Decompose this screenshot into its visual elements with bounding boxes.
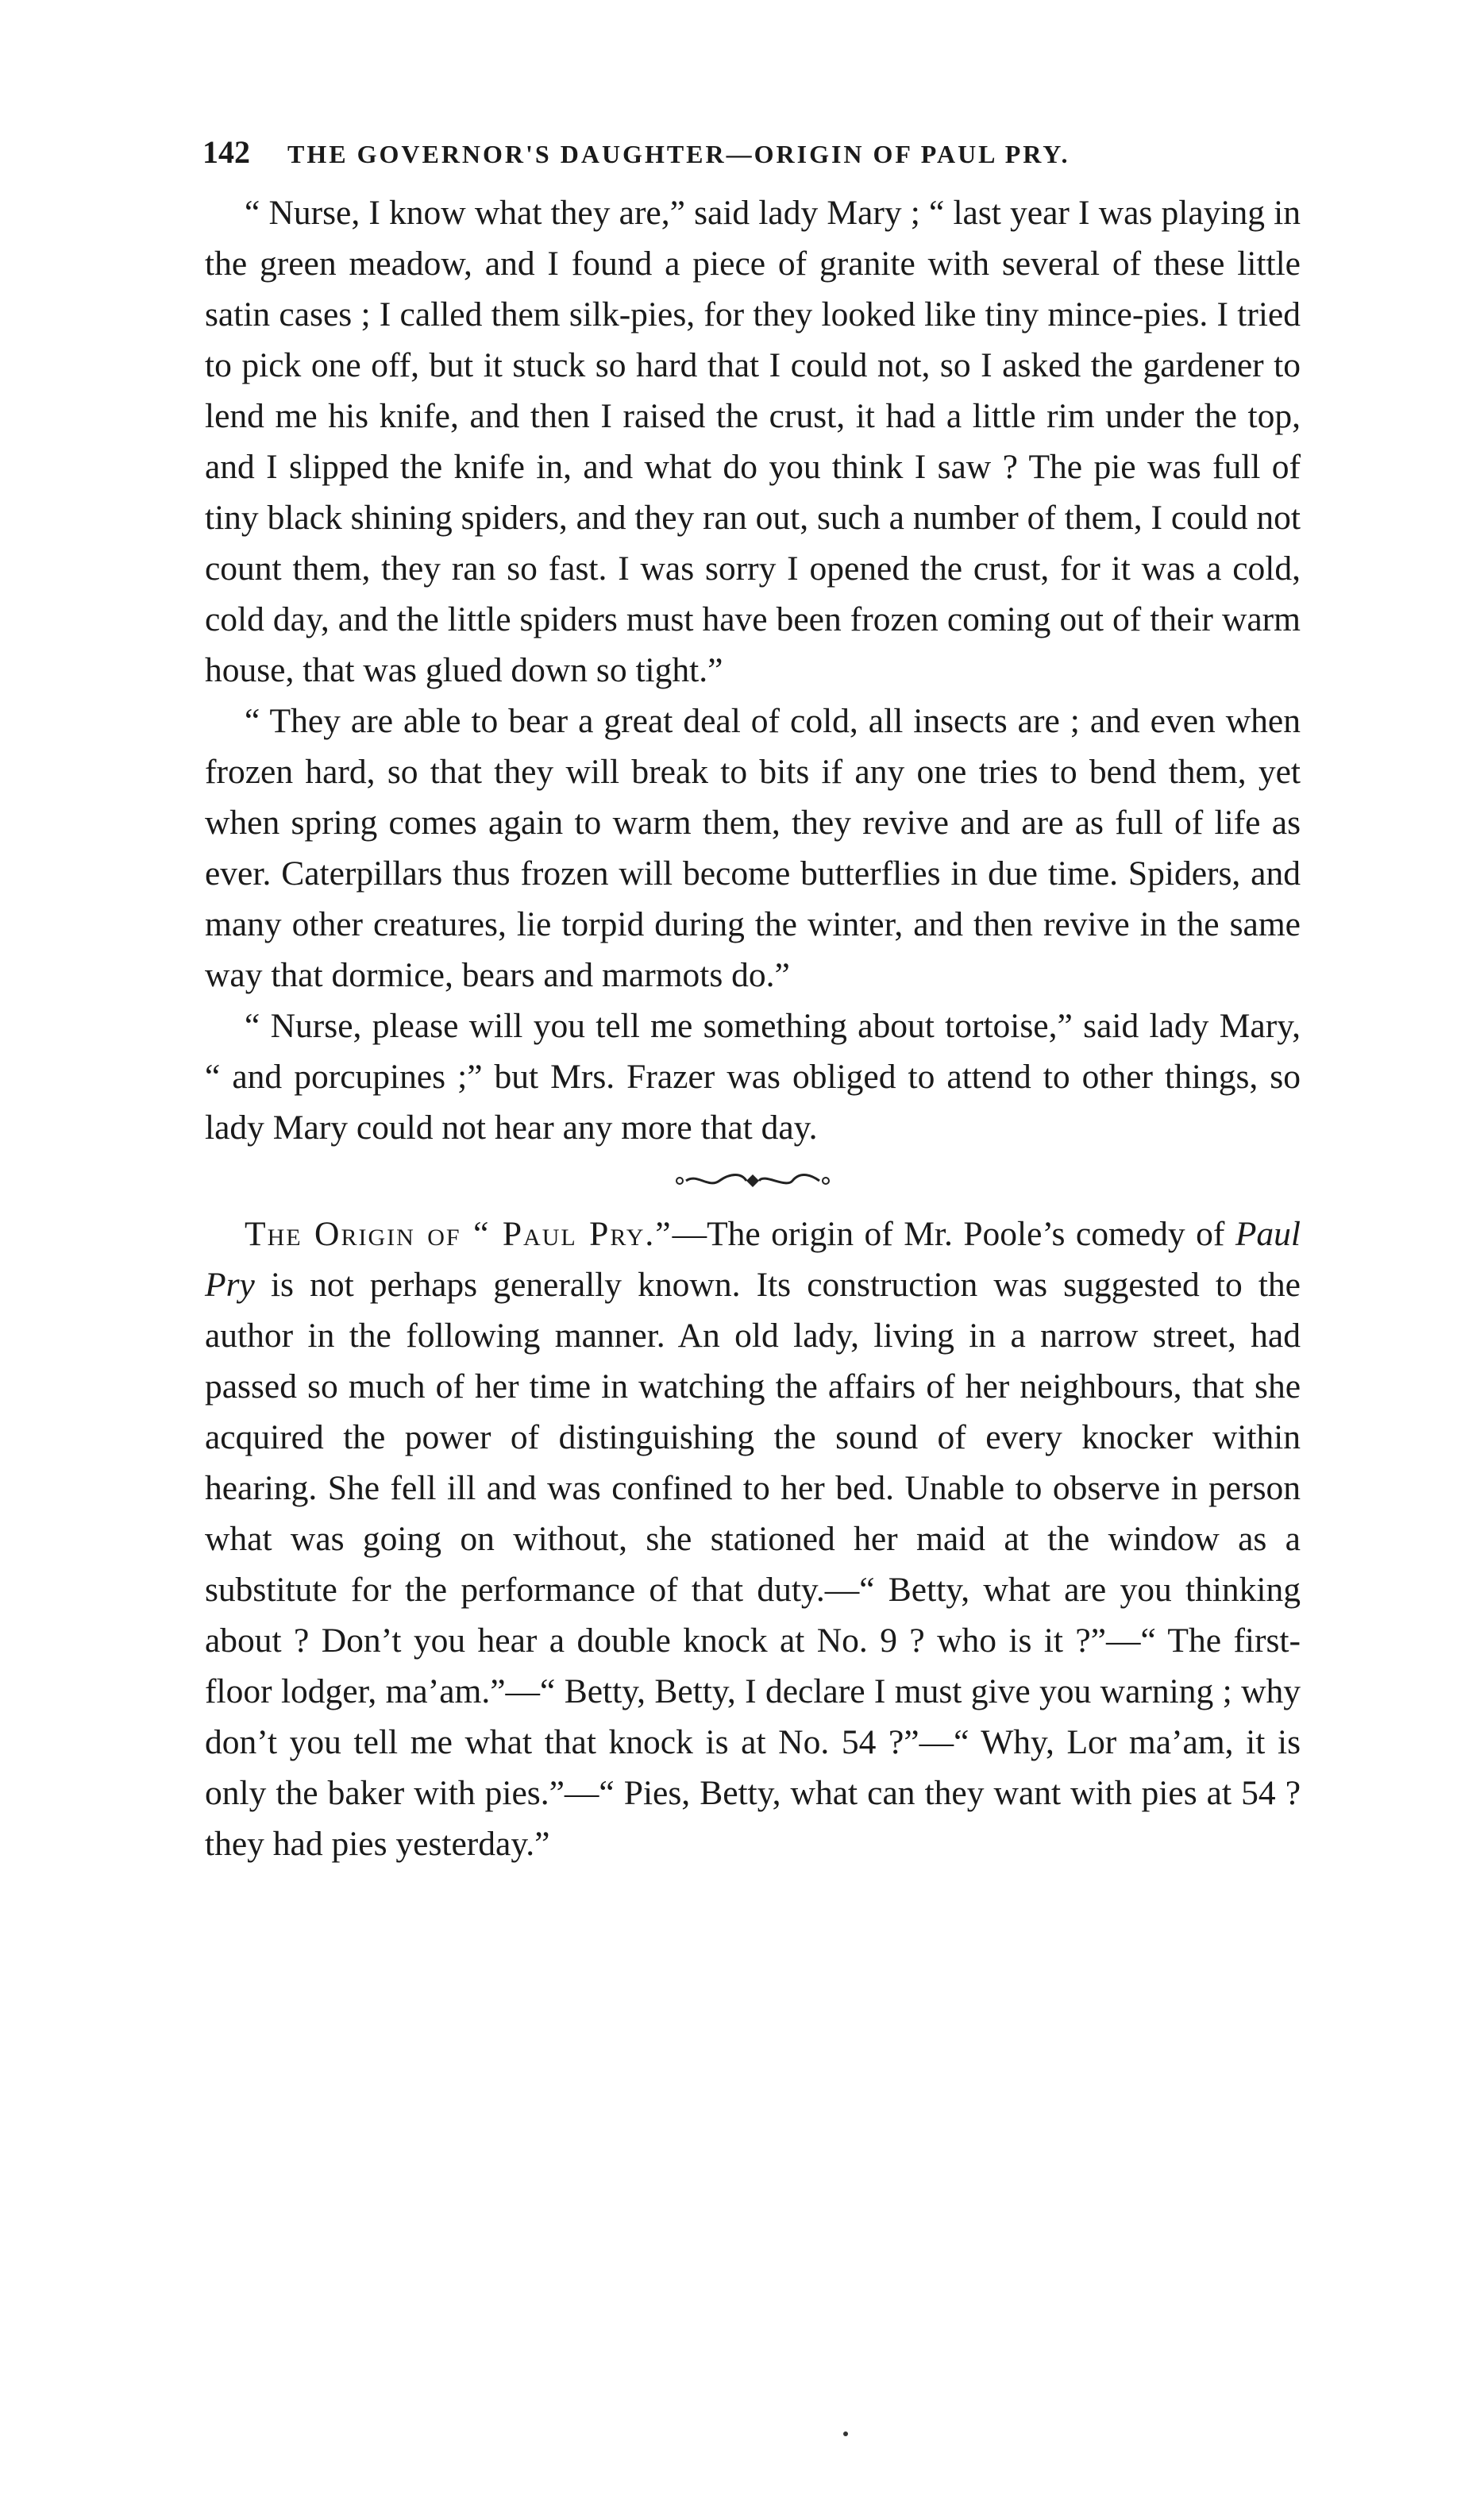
paragraph-text-part2: is not perhaps generally known. Its construction was suggested to the author in the following manner. An old lady, living in a narrow street, had passed so much of her time in watching the affairs of her neighbours, that she acquired the power of distinguishing the sound of every knocker within hearing. She fell ill and was confined to her bed. Unable to observe in person what was going on without, she stationed her maid at the window as a substitute for the performance of that duty.—“ Betty, what are you thinking about ? Don’t you hear a double knock at No. 9 ? who is it ?”—“ The first-floor lodger, ma’am.”—“ Betty, Betty, I declare I must give you warning ; why don’t you tell me what that knock is at No. 54 ?”—“ Why, Lor ma’am, it is only the baker with pies.”—“ Pies, Betty, what can they want with pies at 54 ? they had pies yesterday.” [205, 1266, 1301, 1863]
paragraph-tortoise-porcupines: “ Nurse, please will you tell me something about tortoise,” said lady Mary, “ and porcupines ;” but Mrs. Frazer was obliged to attend to other things, so lady Mary could not hear any more that day. [205, 1007, 1301, 1147]
section-title: The Origin of “ Paul Pry.” [245, 1215, 673, 1253]
paragraph-insects-cold: “ They are able to bear a great deal of cold, all insects are ; and even when frozen hard, so that they will break to bits if any one tries to bend them, yet when spring comes again to warm them, they revive and are as full of life as ever. Caterpillars thus frozen will become butterflies in due time. Spiders, and many other creatures, lie torpid during the winter, and then revive in the same way that dormice, bears and marmots do.” [205, 702, 1301, 994]
running-head: THE GOVERNOR'S DAUGHTER—ORIGIN OF PAUL PRY. [287, 140, 1070, 168]
body-text [205, 187, 1301, 1869]
play-title: Paul Pry [205, 1215, 1301, 1304]
section-divider-ornament [205, 1153, 1301, 1209]
page-number: 142 [202, 134, 250, 170]
page-header [202, 133, 1298, 173]
paragraph-text-part1: —The origin of Mr. Poole’s comedy of [672, 1215, 1235, 1253]
print-mark [843, 2431, 848, 2436]
paragraph-nurse-silk-pies: “ Nurse, I know what they are,” said lady Mary ; “ last year I was playing in the green meadow, and I found a piece of granite with several of these little satin cases ; I called them silk-pies, for they looked like tiny mince-pies. I tried to pick one off, but it stuck so hard that I could not, so I asked the gardener to lend me his knife, and then I raised the crust, it had a little rim under the top, and I slipped the knife in, and what do you think I saw ? The pie was full of tiny black shining spiders, and they ran out, such a number of them, I could not count them, they ran so fast. I was sorry I opened the crust, for it was a cold, cold day, and the little spiders must have been frozen coming out of their warm house, that was glued down so tight.” [205, 194, 1301, 689]
paragraph-origin-paul-pry [205, 1209, 1301, 1869]
ornament-icon [673, 1171, 832, 1190]
